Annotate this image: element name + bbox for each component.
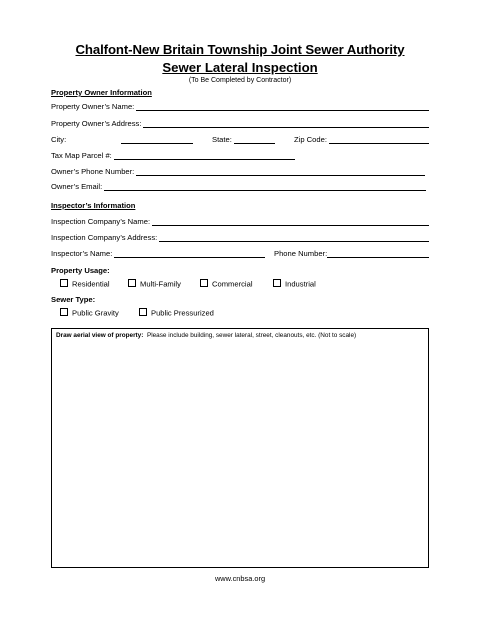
- owner-phone-field[interactable]: [51, 166, 425, 176]
- owner-address-field[interactable]: [51, 118, 429, 128]
- company-address-field[interactable]: [51, 232, 429, 242]
- tax-map-input-line[interactable]: [114, 152, 295, 160]
- inspector-phone-label: Phone Number:: [274, 249, 328, 258]
- city-label: City:: [51, 135, 67, 144]
- aerial-view-label-bold: Draw aerial view of property:: [56, 332, 144, 339]
- state-field[interactable]: [212, 134, 275, 144]
- multi-family-checkbox[interactable]: [128, 279, 136, 287]
- company-name-label: Inspection Company’s Name:: [51, 217, 151, 226]
- multi-family-label: Multi-Family: [140, 279, 181, 289]
- owner-email-field[interactable]: [51, 181, 426, 191]
- form-subtitle-title: Sewer Lateral Inspection: [162, 60, 318, 75]
- zip-label: Zip Code:: [294, 135, 327, 144]
- inspector-name-field[interactable]: [51, 248, 265, 258]
- zip-field[interactable]: [294, 134, 429, 144]
- tax-map-label: Tax Map Parcel #:: [51, 151, 112, 160]
- industrial-option[interactable]: [273, 279, 316, 289]
- owner-name-field[interactable]: [51, 101, 429, 111]
- state-label: State:: [212, 135, 232, 144]
- owner-phone-label: Owner’s Phone Number:: [51, 167, 135, 176]
- owner-section-title: Property Owner Information: [51, 88, 152, 97]
- residential-label: Residential: [72, 279, 110, 289]
- inspector-name-input-line[interactable]: [114, 250, 265, 258]
- inspector-phone-field[interactable]: [274, 248, 429, 258]
- public-gravity-checkbox[interactable]: [60, 308, 68, 316]
- owner-name-row: [51, 101, 429, 111]
- company-address-label: Inspection Company’s Address:: [51, 233, 158, 242]
- residential-checkbox[interactable]: [60, 279, 68, 287]
- property-usage-heading: Property Usage:: [51, 266, 110, 275]
- inspector-section-title: Inspector’s Information: [51, 201, 136, 210]
- company-name-field[interactable]: [51, 216, 429, 226]
- owner-email-row: [51, 181, 426, 191]
- commercial-label: Commercial: [212, 279, 253, 289]
- inspector-phone-input-line[interactable]: [327, 250, 429, 258]
- city-input-line[interactable]: [121, 136, 193, 144]
- commercial-option[interactable]: [200, 279, 253, 289]
- company-name-input-line[interactable]: [152, 218, 429, 226]
- owner-address-label: Property Owner’s Address:: [51, 119, 142, 128]
- aerial-view-drawing-area[interactable]: [51, 328, 429, 568]
- tax-map-row: [51, 150, 295, 160]
- industrial-checkbox[interactable]: [273, 279, 281, 287]
- aerial-view-label: [56, 332, 356, 339]
- tax-map-field[interactable]: [51, 150, 295, 160]
- form-note: (To Be Completed by Contractor): [188, 77, 292, 84]
- sewer-type-heading: Sewer Type:: [51, 295, 96, 304]
- industrial-label: Industrial: [285, 279, 316, 289]
- state-input-line[interactable]: [234, 136, 275, 144]
- owner-email-input-line[interactable]: [104, 183, 426, 191]
- owner-name-label: Property Owner’s Name:: [51, 102, 135, 111]
- form-title: Chalfont-New Britain Township Joint Sewer Authority: [75, 42, 405, 57]
- company-address-input-line[interactable]: [159, 234, 429, 242]
- company-address-row: [51, 232, 429, 242]
- owner-address-row: [51, 118, 429, 128]
- owner-email-label: Owner’s Email:: [51, 182, 103, 191]
- commercial-checkbox[interactable]: [200, 279, 208, 287]
- public-pressurized-label: Public Pressurized: [151, 308, 214, 318]
- company-name-row: [51, 216, 429, 226]
- inspector-name-row: [51, 248, 429, 258]
- owner-phone-input-line[interactable]: [136, 168, 425, 176]
- footer-url: www.cnbsa.org: [214, 574, 266, 583]
- public-gravity-option[interactable]: [60, 308, 119, 318]
- aerial-view-label-text: Please include building, sewer lateral, street, cleanouts, etc. (Not to scale): [146, 332, 357, 339]
- owner-address-input-line[interactable]: [143, 120, 429, 128]
- city-field[interactable]: [51, 134, 193, 144]
- owner-city-row: [51, 134, 429, 144]
- owner-name-input-line[interactable]: [136, 103, 429, 111]
- residential-option[interactable]: [60, 279, 110, 289]
- inspector-name-label: Inspector’s Name:: [51, 249, 113, 258]
- public-pressurized-option[interactable]: [139, 308, 214, 318]
- public-gravity-label: Public Gravity: [72, 308, 119, 318]
- public-pressurized-checkbox[interactable]: [139, 308, 147, 316]
- multi-family-option[interactable]: [128, 279, 181, 289]
- zip-input-line[interactable]: [329, 136, 429, 144]
- owner-phone-row: [51, 166, 425, 176]
